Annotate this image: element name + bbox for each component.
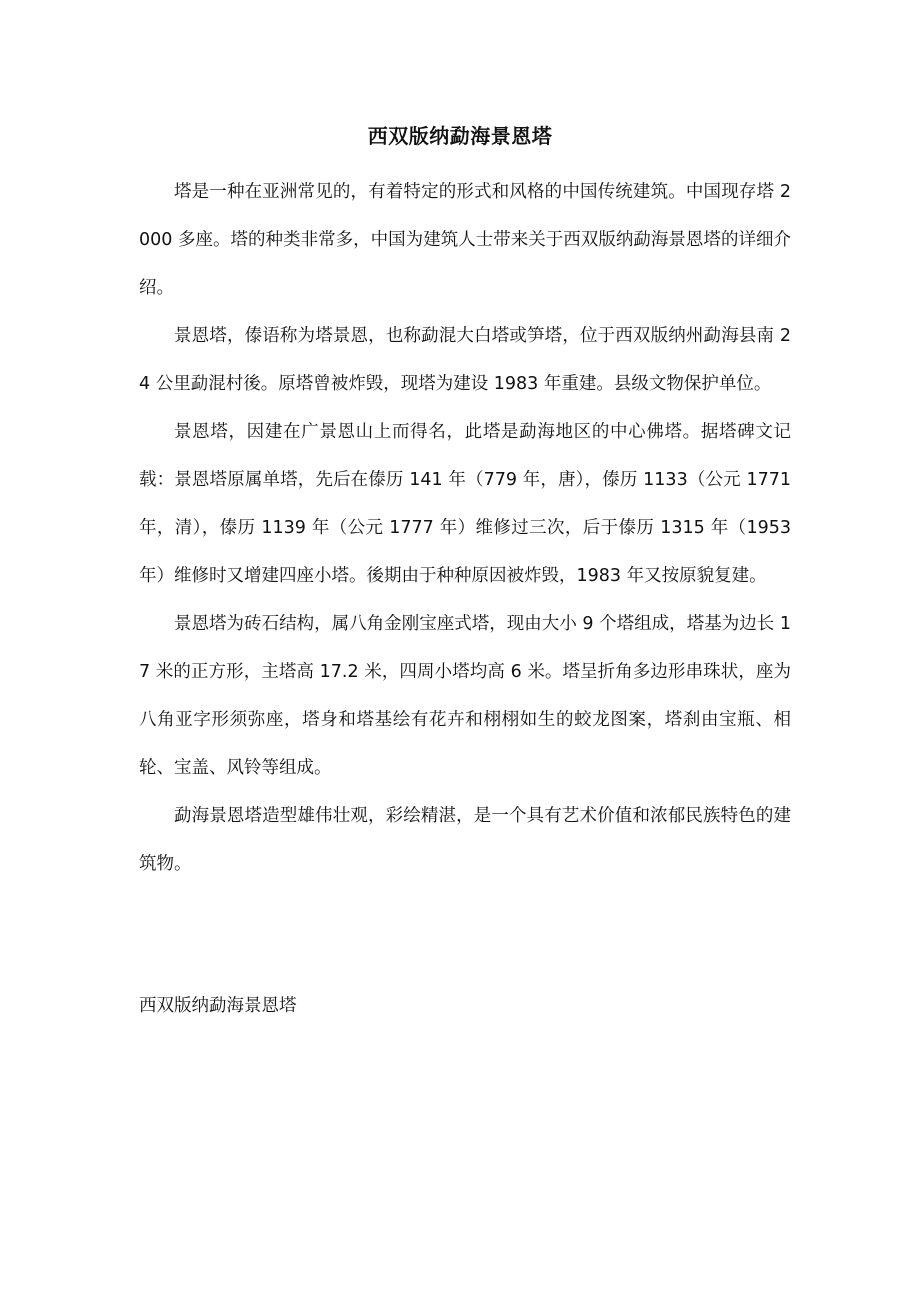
page-title: 西双版纳勐海景恩塔 xyxy=(367,124,553,148)
paragraph-structure: 景恩塔为砖石结构，属八角金刚宝座式塔，现由大小 9 个塔组成，塔基为边长 17 米的正方形，主塔高 17.2 米，四周小塔均高 6 米。塔呈折角多边形串珠状，座为八角亚字形须弥座，塔身和塔基绘有花卉和栩栩如生的蛟龙图案，塔刹由宝瓶、相轮、宝盖、风铃等组成。 xyxy=(139,614,791,778)
paragraph-location: 景恩塔，傣语称为塔景恩，也称勐混大白塔或笋塔，位于西双版纳州勐海县南 24 公里勐混村後。原塔曾被炸毁，现塔为建设 1983 年重建。县级文物保护单位。 xyxy=(139,326,791,394)
footer-title: 西双版纳勐海景恩塔 xyxy=(139,996,297,1016)
paragraph-intro: 塔是一种在亚洲常见的，有着特定的形式和风格的中国传统建筑。中国现存塔 2000 多座。塔的种类非常多，中国为建筑人士带来关于西双版纳勐海景恩塔的详细介绍。 xyxy=(139,182,791,298)
paragraph-history: 景恩塔，因建在广景恩山上而得名，此塔是勐海地区的中心佛塔。据塔碑文记载：景恩塔原属单塔，先后在傣历 141 年（779 年，唐），傣历 1133（公元 1771 年，清），傣历 1139 年（公元 1777 年）维修过三次，后于傣历 1315 年（1953 年）维修时又增建四座小塔。後期由于种种原因被炸毁，1983 年又按原貌复建。 xyxy=(139,422,791,586)
article-body xyxy=(139,168,791,888)
paragraph-summary: 勐海景恩塔造型雄伟壮观，彩绘精湛，是一个具有艺术价值和浓郁民族特色的建筑物。 xyxy=(139,806,791,874)
